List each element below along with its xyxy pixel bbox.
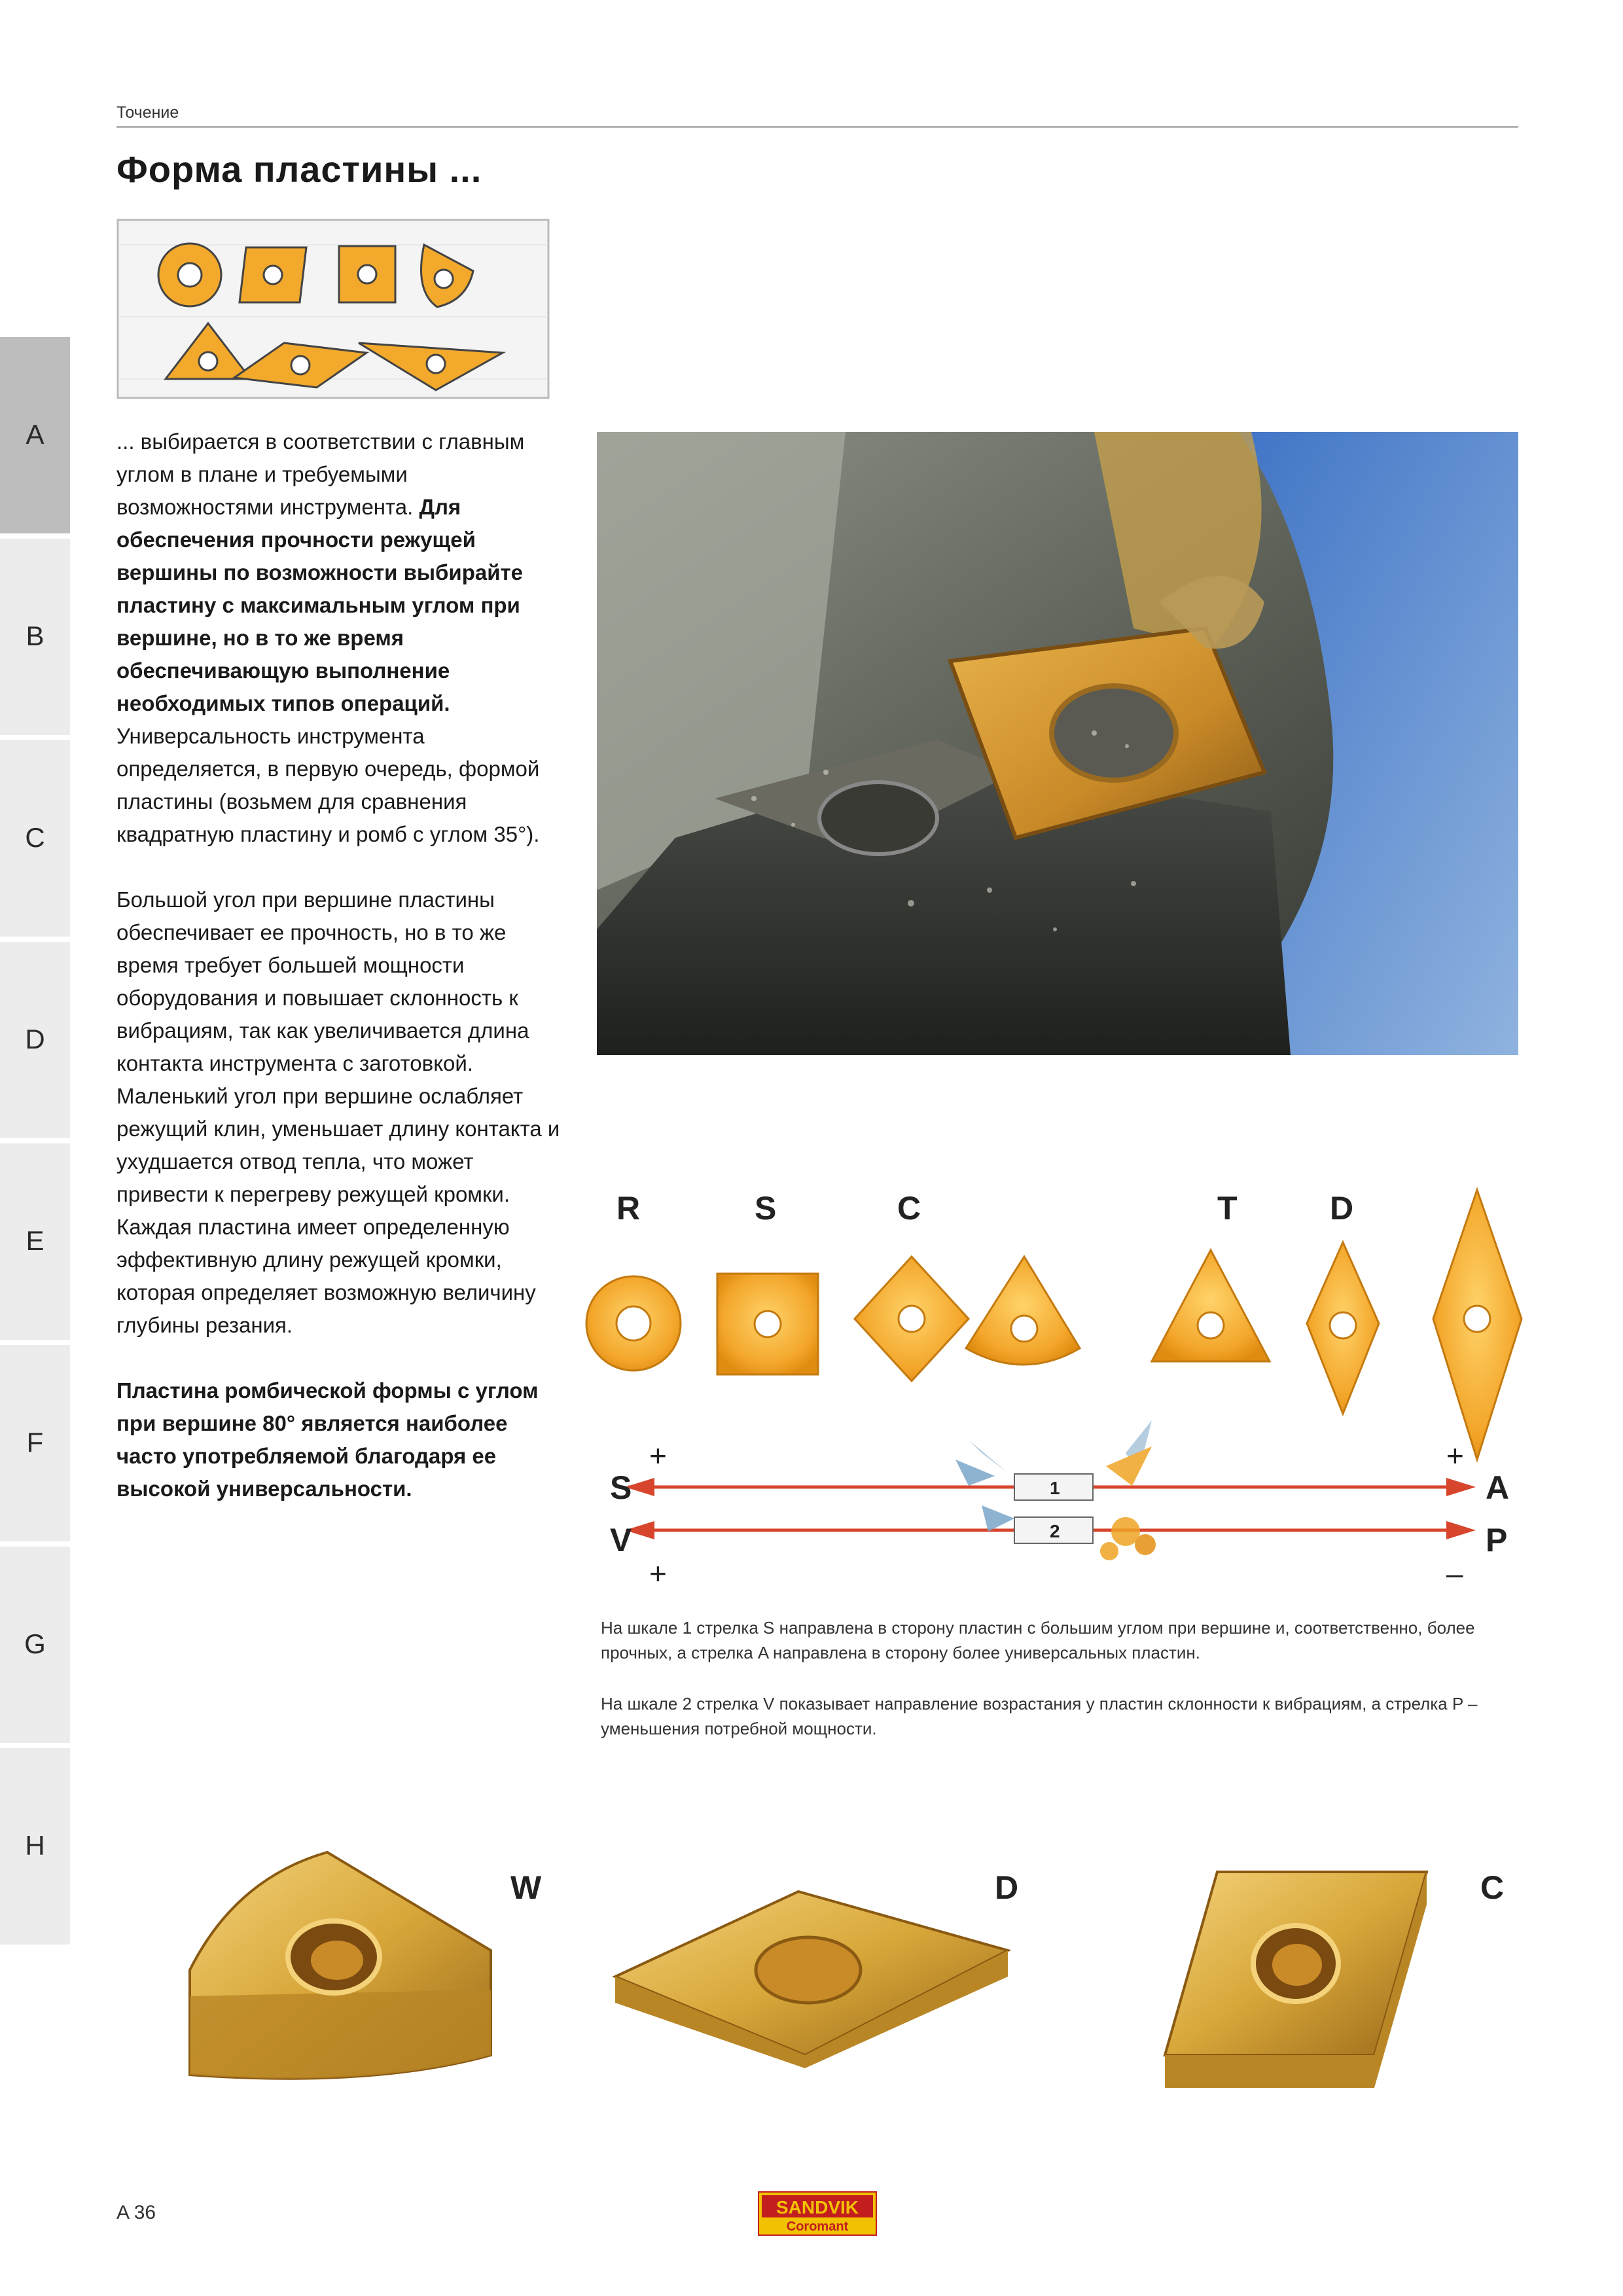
arrow-label-a: A [1486,1469,1510,1506]
tab-d[interactable]: D [0,942,70,1141]
product-letter-d: D [995,1869,1019,1906]
sign-a: + [1446,1439,1464,1473]
paragraph-2: Большой угол при вершине пластины обеспечивает ее прочность, но в то же время требует большей мощности оборудования и повышает склонность к вибрациям, так как увеличивается длина контакта инструмента с заготовкой. Маленький угол при вершине ослабляет режущий клин, уменьшает длину контакта и ухудшается отвод тепла, что может привести к перегреву режущей кромки. Каждая пластина имеет определенную эффективную длину режущей кромки, которая определяет возможную величину глубины резания. [116,888,560,1337]
tab-c[interactable]: C [0,740,70,939]
product-insert-c [1152,1865,1440,2094]
arrow-label-p: P [1486,1522,1508,1558]
arrow-label-s: S [610,1469,632,1506]
tab-e[interactable]: E [0,1143,70,1342]
sign-p: – [1446,1556,1463,1590]
tab-f[interactable]: F [0,1345,70,1544]
shape-letter-c: C [897,1190,921,1227]
product-letter-c: C [1480,1869,1505,1906]
product-letter-w: W [510,1869,542,1906]
product-letter-w [219,1862,272,1908]
page-number: A 36 [116,2202,156,2223]
tab-h[interactable]: H [0,1748,70,1947]
machining-photo [597,432,1518,1055]
shape-letter-d: D [1330,1190,1354,1227]
arrow-label-v: V [610,1522,632,1558]
caption-scale-1: На шкале 1 стрелка S направлена в сторону пластин с большим углом при вершине и, соответственно, более прочных, а стрелка A направлена в сторону более универсальных пластин. [601,1618,1475,1662]
insert-shapes-diagram [116,219,550,399]
shape-letter-s: S [755,1190,777,1227]
triangular-insert [1152,1250,1270,1361]
trigon-insert [966,1257,1080,1365]
caption-scale-2: На шкале 2 стрелка V показывает направление возрастания у пластин склонности к вибрациям, а стрелка P – уменьшения потребной мощности. [601,1694,1478,1738]
tab-g[interactable]: G [0,1547,70,1746]
svg-text:SANDVIK: SANDVIK [776,2197,859,2217]
body-text [116,425,562,1538]
svg-text:Coromant: Coromant [786,2219,849,2234]
product-insert-d [609,1878,1014,2068]
shape-letter-t: T [1217,1190,1238,1227]
tab-a[interactable]: A [0,337,70,536]
paragraph-3: Пластина ромбической формы с углом при вершине 80° является наиболее часто употребляемой благодаря ее высокой универсальности. [116,1378,539,1501]
sandvik-coromant-logo [758,2191,877,2236]
insert-shape-scale-diagram [563,1178,1544,1630]
tab-b[interactable]: B [0,539,70,738]
page-title: Форма пластины ... [116,149,482,190]
shape-letter-r: R [616,1190,641,1227]
scale-1-label: 1 [1050,1478,1060,1498]
paragraph-1: ... выбирается в соответствии с главным углом в плане и требуемыми возможностями инструмента. Для обеспечения прочности режущей вершины по возможности выбирайте пластину с максимальным углом при вершине, но в то же время обеспечивающую выполнение необходимых типов операций. Универсальность инструмента определяется, в первую очередь, формой пластины (возьмем для сравнения квадратную пластину и ромб с углом 35°). [116,429,540,846]
section-label: Точение [116,103,179,122]
sign-s: + [649,1439,667,1473]
scale-2-label: 2 [1050,1521,1060,1541]
sign-v: + [649,1556,667,1590]
header-rule [116,126,1518,128]
